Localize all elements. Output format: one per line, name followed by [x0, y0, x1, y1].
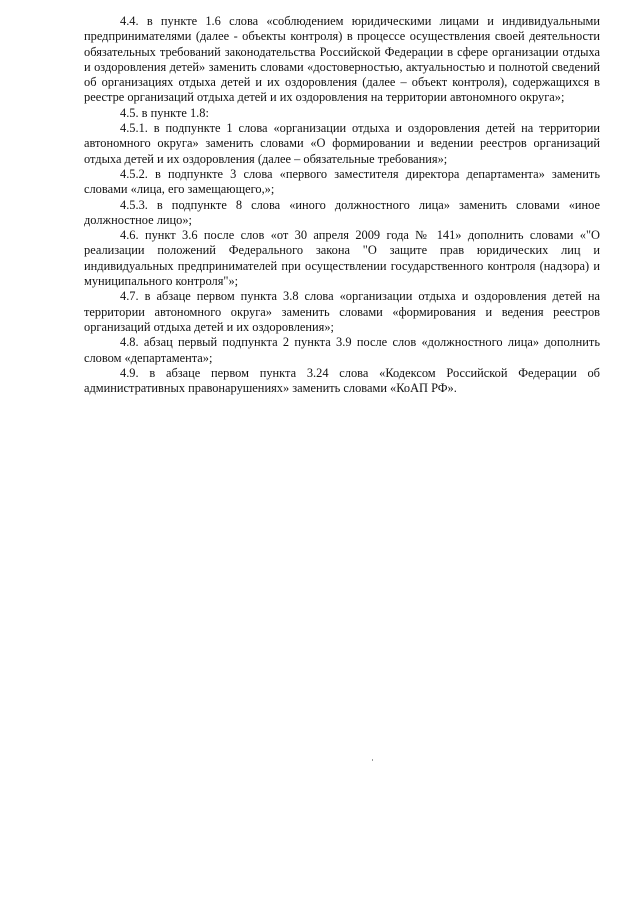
paragraph-4-7: 4.7. в абзаце первом пункта 3.8 слова «организации отдыха и оздоровления детей на территории автономного округа» заменить словами «формирования и ведения реестров организаций отдыха детей и их оздоровления»; [84, 289, 600, 334]
paragraph-4-6: 4.6. пункт 3.6 после слов «от 30 апреля 2009 года № 141» дополнить словами «"О реализации положений Федерального закона "О защите прав юридических лиц и индивидуальных предпринимателей при осуществлении государственного контроля (надзора) и муниципального контроля"»; [84, 228, 600, 289]
paragraph-4-9: 4.9. в абзаце первом пункта 3.24 слова «Кодексом Российской Федерации об административных правонарушениях» заменить словами «КоАП РФ». [84, 365, 600, 396]
scan-speck [372, 759, 373, 761]
paragraph-4-4: 4.4. в пункте 1.6 слова «соблюдением юридическими лицами и индивидуальными предпринимателями (далее - объекты контроля) в процессе осуществления своей деятельности обязательных требований законодательства Российской Федерации в сфере организации отдыха и оздоровления детей» заменить словами «достоверностью, актуальностью и полнотой сведений об организациях отдыха детей и их оздоровления (далее – объект контроля), содержащихся в реестре организаций отдыха детей и их оздоровления на территории автономного округа»; [84, 14, 600, 105]
paragraph-4-5-3: 4.5.3. в подпункте 8 слова «иного должностного лица» заменить словами «иное должностное лицо»; [84, 197, 600, 227]
paragraph-4-8: 4.8. абзац первый подпункта 2 пункта 3.9 после слов «должностного лица» дополнить словом «департамента»; [84, 335, 600, 365]
document-body [84, 14, 600, 396]
paragraph-4-5: 4.5. в пункте 1.8: [120, 105, 209, 120]
paragraph-4-5-1: 4.5.1. в подпункте 1 слова «организации отдыха и оздоровления детей на территории автономного округа» заменить словами «О формировании и ведении реестров организаций отдыха детей и их оздоровления (далее – обязательные требования»; [84, 121, 600, 166]
paragraph-4-5-2: 4.5.2. в подпункте 3 слова «первого заместителя директора департамента» заменить словами «лица, его замещающего,»; [84, 166, 600, 197]
